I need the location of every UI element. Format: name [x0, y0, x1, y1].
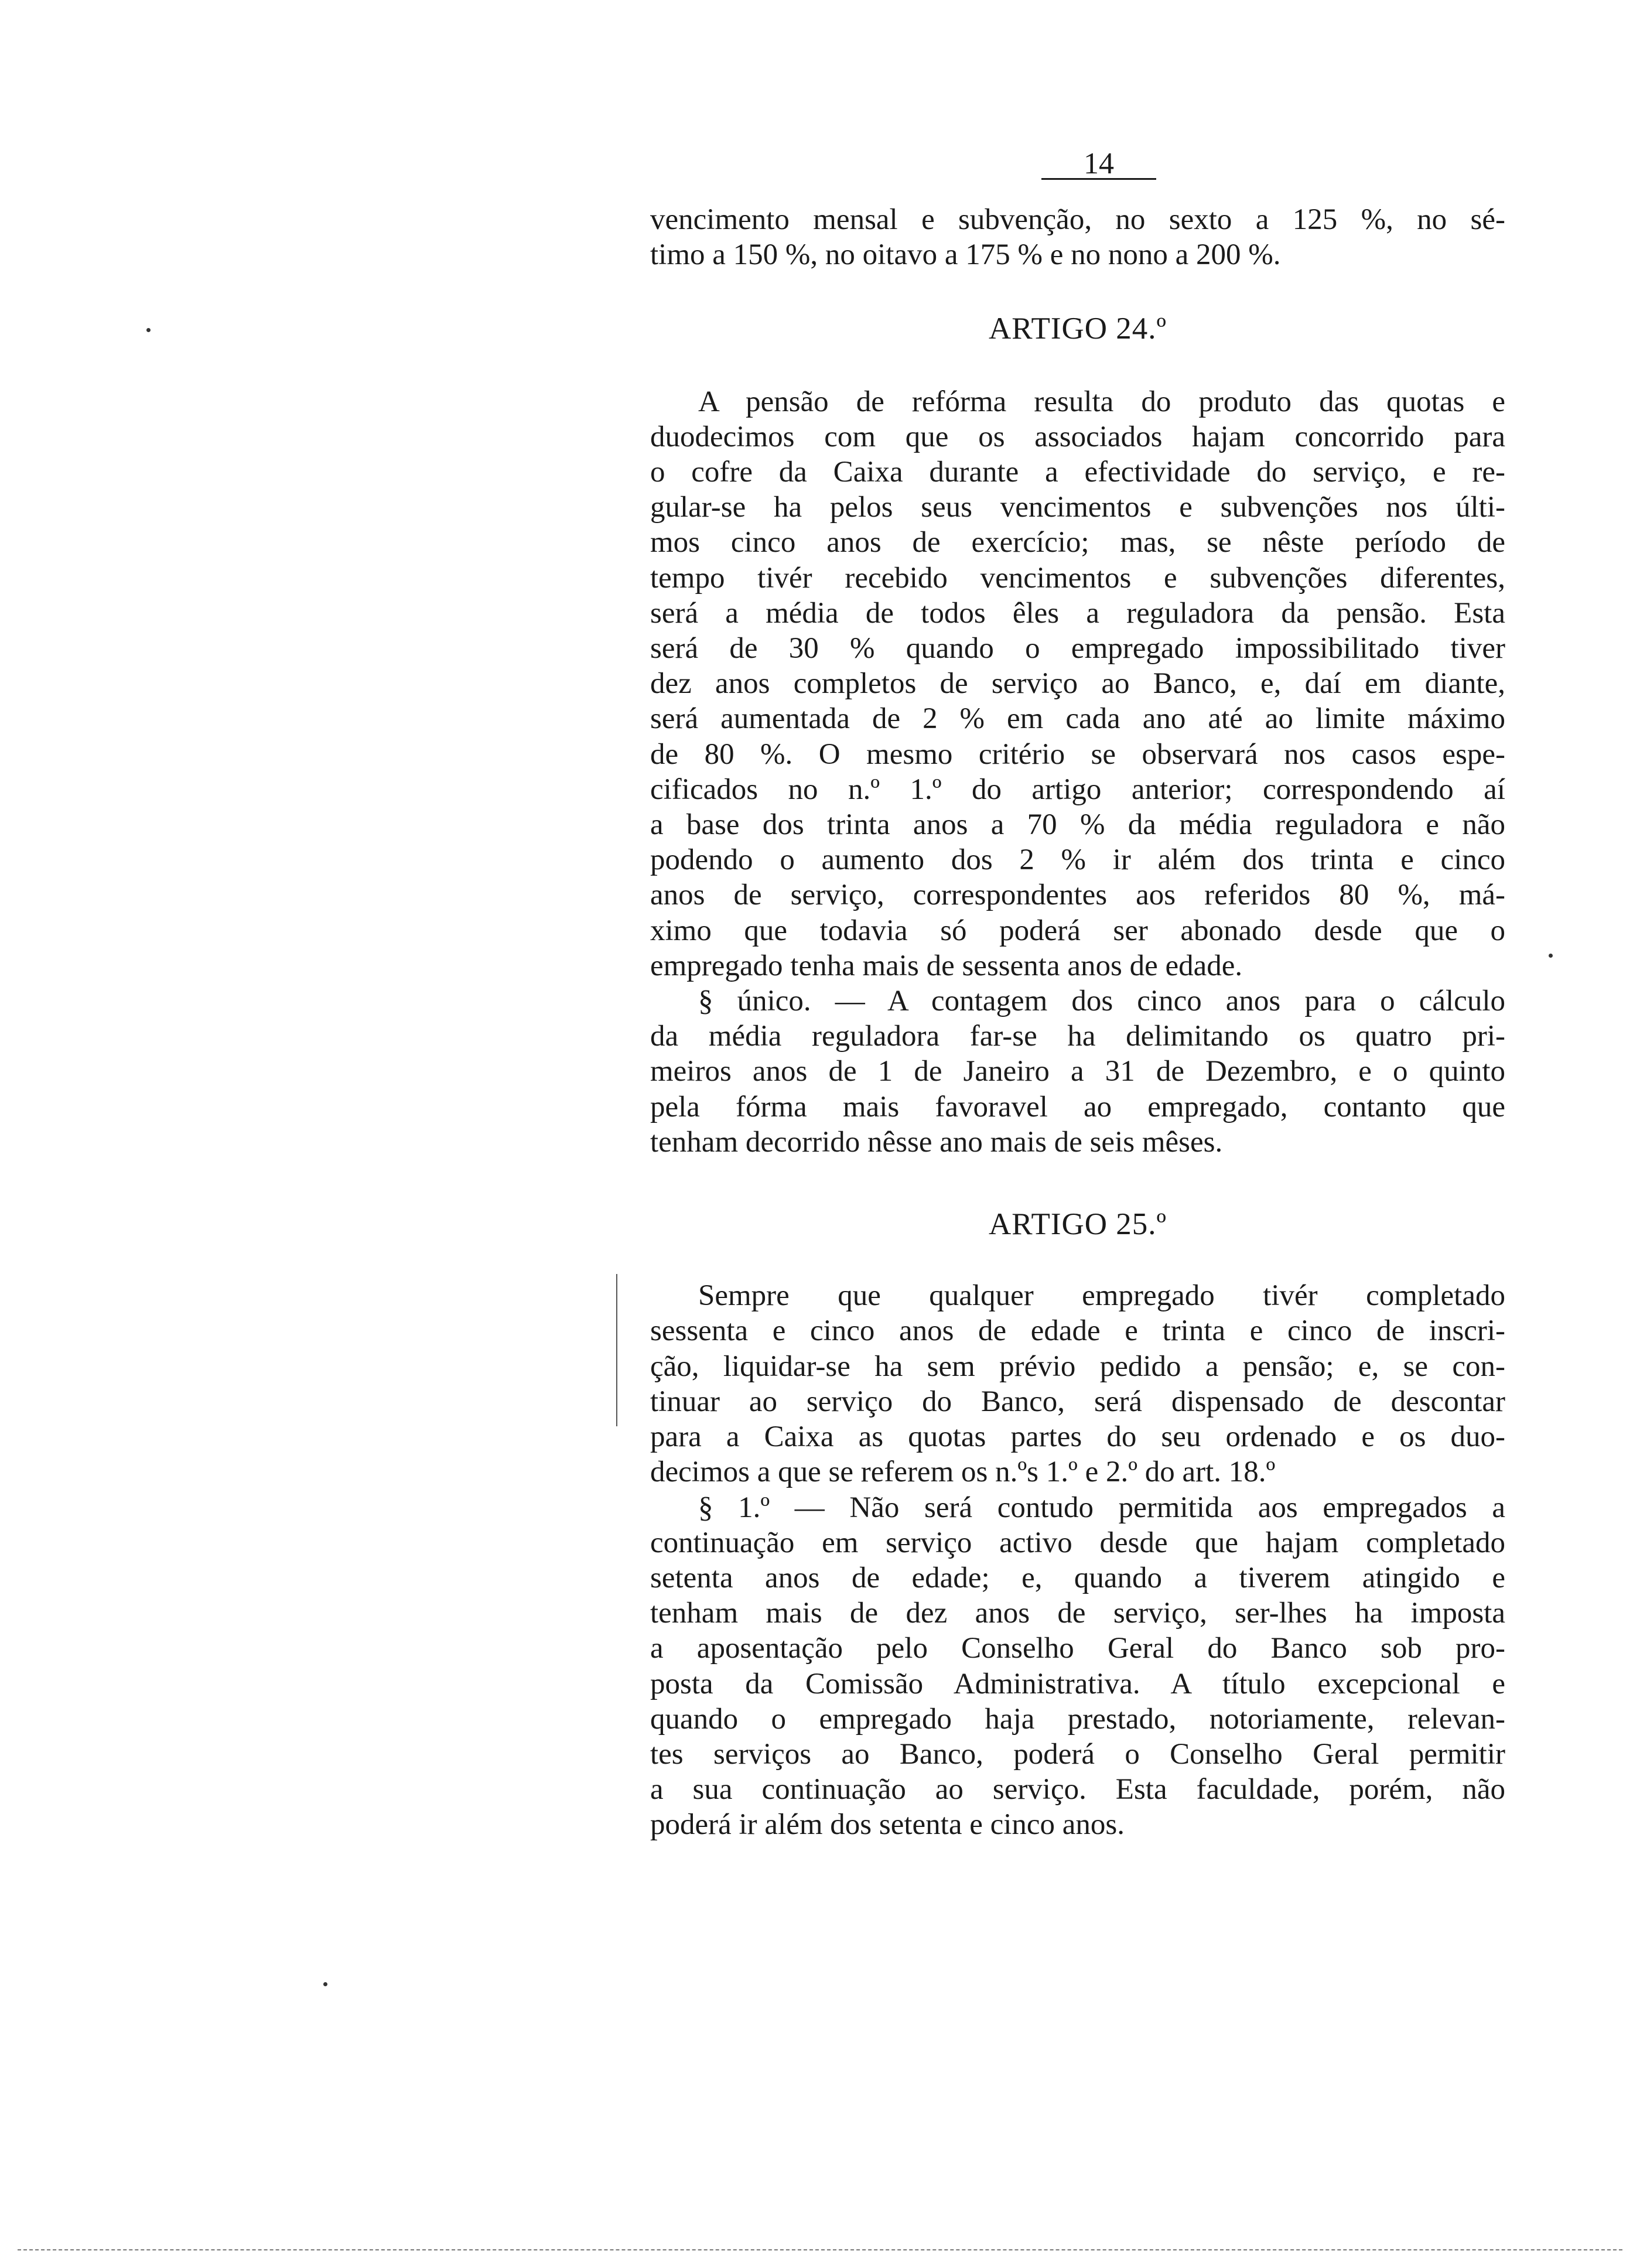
- text-line: tempo tivér recebido vencimentos e subvenções diferentes,: [650, 561, 1505, 595]
- text-line: Sempre que qualquer empregado tivér completado: [698, 1279, 1505, 1313]
- text-line: quando o empregado haja prestado, notoriamente, relevan-: [650, 1702, 1505, 1736]
- text-line: decimos a que se referem os n.ºs 1.º e 2.º do art. 18.º: [650, 1456, 1276, 1489]
- text-line: duodecimos com que os associados hajam concorrido para: [650, 420, 1505, 453]
- text-line: § 1.º — Não será contudo permitida aos empregados a: [698, 1491, 1505, 1524]
- article-25-heading: ARTIGO 25.º: [989, 1207, 1167, 1242]
- body-text: [650, 202, 1505, 1843]
- page-number-rule: [1041, 178, 1156, 180]
- article-24-heading: ARTIGO 24.º: [989, 312, 1167, 346]
- text-line: será a média de todos êles a reguladora da pensão. Esta: [650, 596, 1505, 630]
- scan-speck: [1549, 954, 1553, 958]
- text-line: posta da Comissão Administrativa. A título excepcional e: [650, 1667, 1505, 1700]
- text-line: pela fórma mais favoravel ao empregado, contanto que: [650, 1090, 1505, 1123]
- text-line: anos de serviço, correspondentes aos referidos 80 %, má-: [650, 879, 1505, 912]
- continuation-paragraph: [650, 202, 1505, 272]
- text-line: poderá ir além dos setenta e cinco anos.: [650, 1808, 1125, 1842]
- margin-mark: [616, 1274, 617, 1426]
- text-line: tinuar ao serviço do Banco, será dispensado de descontar: [650, 1385, 1505, 1418]
- text-line: o cofre da Caixa durante a efectividade do serviço, e re-: [650, 456, 1505, 489]
- text-line: de 80 %. O mesmo critério se observará nos casos espe-: [650, 737, 1505, 771]
- article-25-paragraph-1: [650, 1490, 1505, 1843]
- text-line: podendo o aumento dos 2 % ir além dos trinta e cinco: [650, 843, 1505, 877]
- text-line: a aposentação pelo Conselho Geral do Banco sob pro-: [650, 1632, 1505, 1665]
- article-25-paragraph: [650, 1278, 1505, 1490]
- text-line: ximo que todavia só poderá ser abonado desde que o: [650, 914, 1505, 947]
- text-line: gular-se ha pelos seus vencimentos e subvenções nos últi-: [650, 491, 1505, 524]
- text-line: da média reguladora far-se ha delimitando os quatro pri-: [650, 1020, 1505, 1053]
- text-line: empregado tenha mais de sessenta anos de edade.: [650, 949, 1243, 982]
- article-24-paragraph: [650, 384, 1505, 983]
- text-line: vencimento mensal e subvenção, no sexto a 125 %, no sé-: [650, 203, 1505, 236]
- text-line: continuação em serviço activo desde que hajam completado: [650, 1526, 1505, 1559]
- text-line: sessenta e cinco anos de edade e trinta e cinco de inscri-: [650, 1314, 1505, 1348]
- text-line: setenta anos de edade; e, quando a tiverem atingido e: [650, 1561, 1505, 1594]
- text-line: tes serviços ao Banco, poderá o Conselho Geral permitir: [650, 1737, 1505, 1771]
- text-line: timo a 150 %, no oitavo a 175 % e no nono a 200 %.: [650, 238, 1281, 272]
- scan-speck: [323, 1982, 327, 1986]
- article-24-sole-paragraph: [650, 983, 1505, 1160]
- text-line: meiros anos de 1 de Janeiro a 31 de Dezembro, e o quinto: [650, 1055, 1505, 1088]
- text-line: será de 30 % quando o empregado impossibilitado tiver: [650, 632, 1505, 665]
- text-line: a base dos trinta anos a 70 % da média reguladora e não: [650, 808, 1505, 842]
- page-number: 14: [1084, 147, 1114, 180]
- text-line: § único. — A contagem dos cinco anos para o cálculo: [698, 985, 1505, 1018]
- text-line: para a Caixa as quotas partes do seu ordenado e os duo-: [650, 1420, 1505, 1454]
- text-line: será aumentada de 2 % em cada ano até ao limite máximo: [650, 702, 1505, 736]
- text-line: a sua continuação ao serviço. Esta faculdade, porém, não: [650, 1773, 1505, 1806]
- text-line: A pensão de refórma resulta do produto das quotas e: [698, 385, 1505, 418]
- scan-edge-line: [18, 2249, 1622, 2250]
- text-line: tenham decorrido nêsse ano mais de seis mêses.: [650, 1125, 1223, 1159]
- text-line: cificados no n.º 1.º do artigo anterior; correspondendo aí: [650, 773, 1505, 806]
- scan-speck: [146, 328, 151, 332]
- text-line: dez anos completos de serviço ao Banco, e, daí em diante,: [650, 667, 1505, 701]
- text-line: mos cinco anos de exercício; mas, se nêste período de: [650, 526, 1505, 559]
- text-line: tenham mais de dez anos de serviço, ser-lhes ha imposta: [650, 1597, 1505, 1630]
- text-line: ção, liquidar-se ha sem prévio pedido a pensão; e, se con-: [650, 1350, 1505, 1383]
